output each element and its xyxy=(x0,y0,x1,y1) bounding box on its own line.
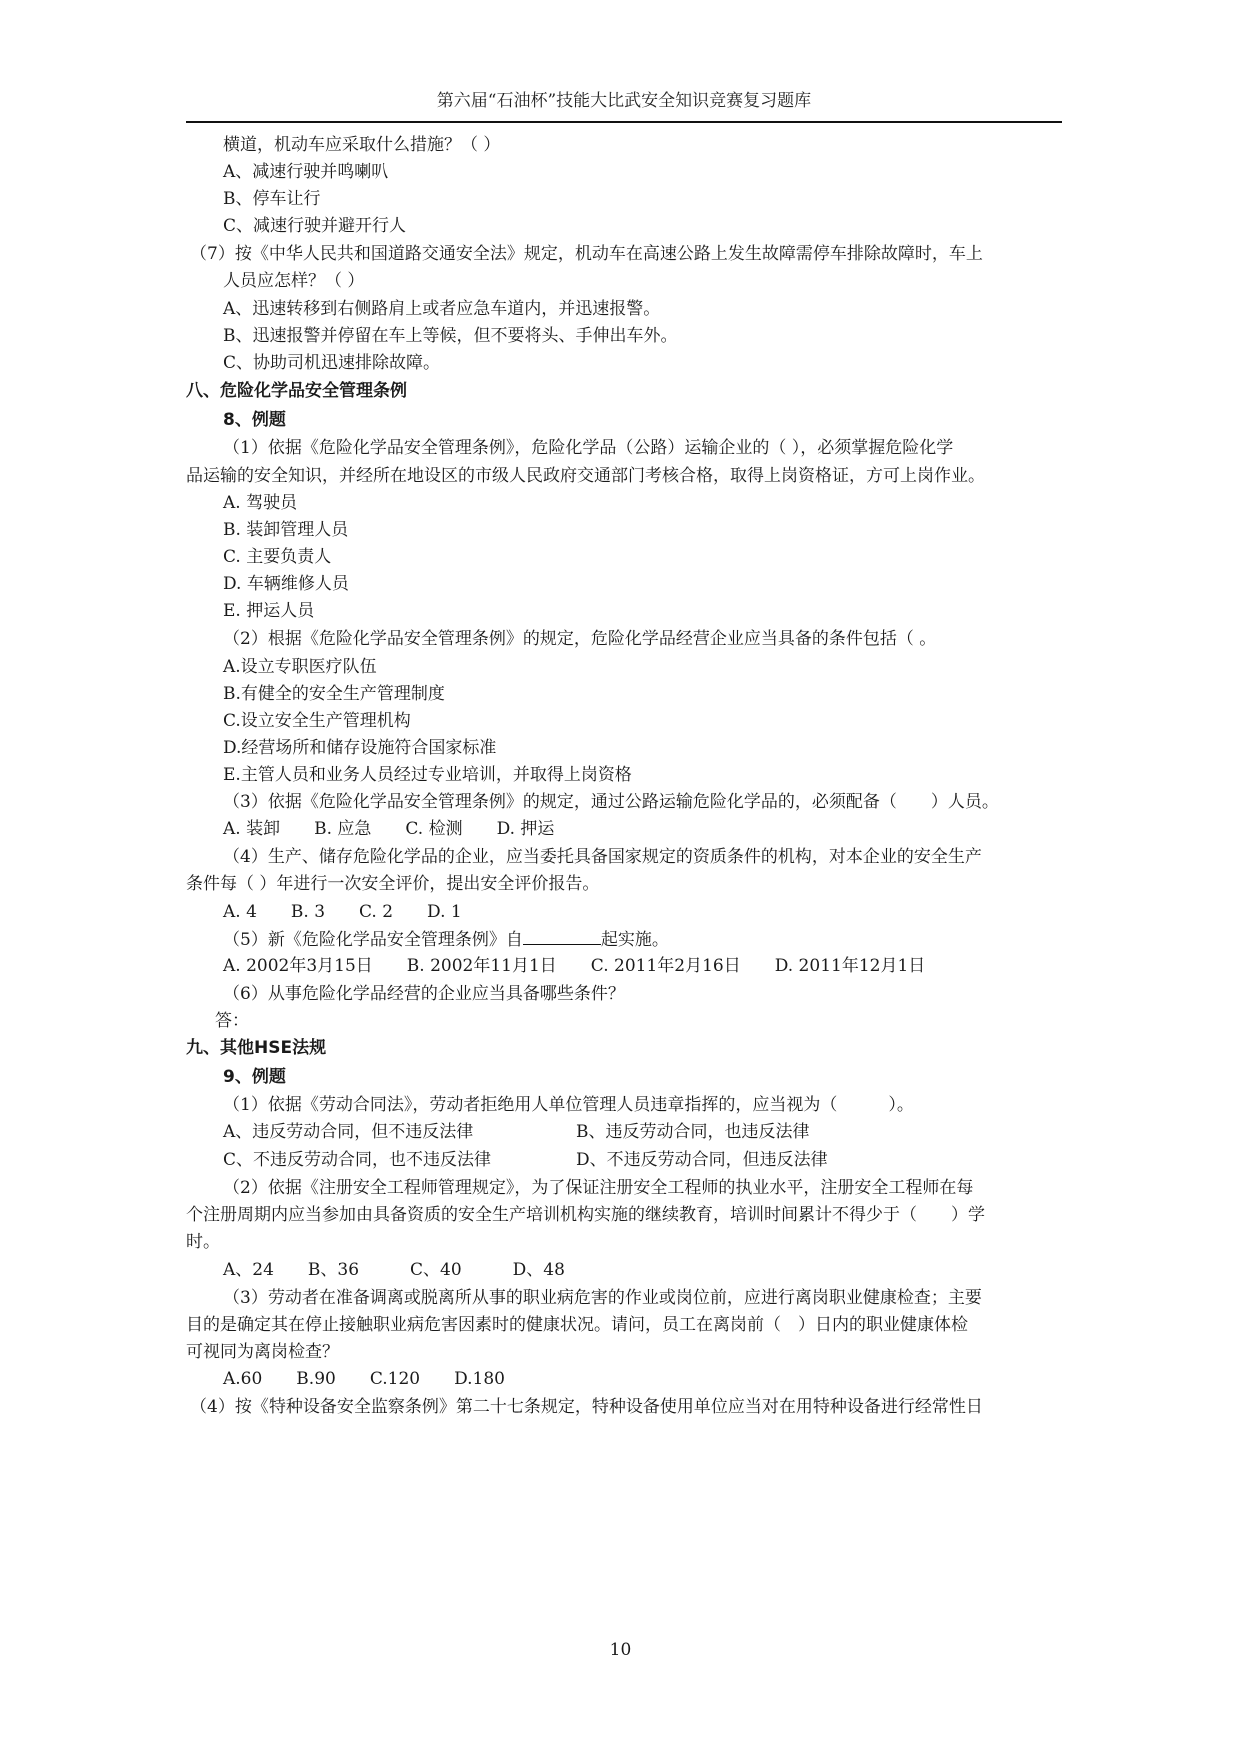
option-line: A、24 B、36 C、40 D、48 xyxy=(223,1260,565,1280)
option-d: D、不违反劳动合同，但违反法律 xyxy=(576,1150,828,1170)
fill-blank xyxy=(523,928,601,945)
option-line: C.设立安全生产管理机构 xyxy=(223,711,411,731)
option-line: A、迅速转移到右侧路肩上或者应急车道内，并迅速报警。 xyxy=(223,299,661,319)
option-line: A.设立专职医疗队伍 xyxy=(223,657,377,677)
text-line: 时。 xyxy=(186,1232,220,1252)
question-text-end: 起实施。 xyxy=(600,930,669,950)
section-heading: 九、其他HSE法规 xyxy=(186,1038,327,1058)
page-number: 10 xyxy=(609,1640,632,1660)
option-line: A.60 B.90 C.120 D.180 xyxy=(223,1369,505,1389)
header-divider xyxy=(186,121,1062,123)
text-line: 条件每（ ）年进行一次安全评价，提出安全评价报告。 xyxy=(186,874,600,894)
option-line: B、停车让行 xyxy=(223,189,321,209)
subsection-heading: 8、例题 xyxy=(223,410,286,430)
option-b: B、违反劳动合同，也违反法律 xyxy=(576,1122,810,1142)
option-line: A. 驾驶员 xyxy=(223,493,298,513)
answer-label: 答： xyxy=(215,1011,249,1031)
option-line: C、协助司机迅速排除故障。 xyxy=(223,353,441,373)
option-a: A、违反劳动合同，但不违反法律 xyxy=(223,1122,474,1142)
option-line: D. 车辆维修人员 xyxy=(223,574,349,594)
question-line: （2）依据《注册安全工程师管理规定》，为了保证注册安全工程师的执业水平，注册安全工程师在每 xyxy=(223,1178,974,1198)
option-line: D.经营场所和储存设施符合国家标准 xyxy=(223,738,497,758)
text-line: 目的是确定其在停止接触职业病危害因素时的健康状况。请问，员工在离岗前（ ）日内的职业健康体检 xyxy=(186,1315,968,1335)
option-line: B. 装卸管理人员 xyxy=(223,520,349,540)
option-row xyxy=(223,1121,810,1143)
text-line: 可视同为离岗检查？ xyxy=(186,1342,339,1362)
option-line: C、减速行驶并避开行人 xyxy=(223,216,407,236)
question-line: （1）依据《危险化学品安全管理条例》，危险化学品（公路）运输企业的（ ），必须掌握危险化学 xyxy=(223,438,954,458)
option-c: C、不违反劳动合同，也不违反法律 xyxy=(223,1150,492,1170)
section-heading: 八、危险化学品安全管理条例 xyxy=(186,381,407,401)
page-header-title: 第六届“石油杯”技能大比武安全知识竞赛复习题库 xyxy=(436,91,812,111)
question-line: （7）按《中华人民共和国道路交通安全法》规定，机动车在高速公路上发生故障需停车排除故障时，车上 xyxy=(190,244,983,264)
subsection-heading: 9、例题 xyxy=(223,1067,286,1087)
text-line: 横道，机动车应采取什么措施？（ ） xyxy=(223,135,501,155)
option-line: A. 4 B. 3 C. 2 D. 1 xyxy=(223,902,462,922)
option-line: B、迅速报警并停留在车上等候，但不要将头、手伸出车外。 xyxy=(223,326,678,346)
option-line: B.有健全的安全生产管理制度 xyxy=(223,684,445,704)
option-row xyxy=(223,1149,828,1171)
question-line: （4）按《特种设备安全监察条例》第二十七条规定，特种设备使用单位应当对在用特种设备进行经常性日 xyxy=(190,1397,983,1417)
option-line: C. 主要负责人 xyxy=(223,547,332,567)
question-text: （5）新《危险化学品安全管理条例》自 xyxy=(223,930,523,950)
text-line: 人员应怎样？（ ） xyxy=(223,271,365,291)
question-line: （2）根据《危险化学品安全管理条例》的规定，危险化学品经营企业应当具备的条件包括（ 。 xyxy=(223,629,937,649)
question-line: （6）从事危险化学品经营的企业应当具备哪些条件？ xyxy=(223,984,625,1004)
text-line: 品运输的安全知识，并经所在地设区的市级人民政府交通部门考核合格，取得上岗资格证，方可上岗作业。 xyxy=(186,466,985,486)
question-line: （3）依据《危险化学品安全管理条例》的规定，通过公路运输危险化学品的，必须配备（ ）人员。 xyxy=(223,792,999,812)
option-line: E. 押运人员 xyxy=(223,601,315,621)
text-line: 个注册周期内应当参加由具备资质的安全生产培训机构实施的继续教育，培训时间累计不得少于（ ）学 xyxy=(186,1205,985,1225)
option-line: A. 装卸 B. 应急 C. 检测 D. 押运 xyxy=(223,819,555,839)
question-line: （4）生产、储存危险化学品的企业，应当委托具备国家规定的资质条件的机构，对本企业的安全生产 xyxy=(223,847,982,867)
question-line: （1）依据《劳动合同法》，劳动者拒绝用人单位管理人员违章指挥的，应当视为（ ）。 xyxy=(223,1095,914,1115)
option-line: E.主管人员和业务人员经过专业培训，并取得上岗资格 xyxy=(223,765,632,785)
option-line: A、减速行驶并鸣喇叭 xyxy=(223,162,389,182)
question-line: （3）劳动者在准备调离或脱离所从事的职业病危害的作业或岗位前，应进行离岗职业健康检查；主要 xyxy=(223,1288,982,1308)
question-line xyxy=(223,928,669,951)
option-line: A. 2002年3月15日 B. 2002年11月1日 C. 2011年2月16日 D. 2011年12月1日 xyxy=(223,956,926,976)
